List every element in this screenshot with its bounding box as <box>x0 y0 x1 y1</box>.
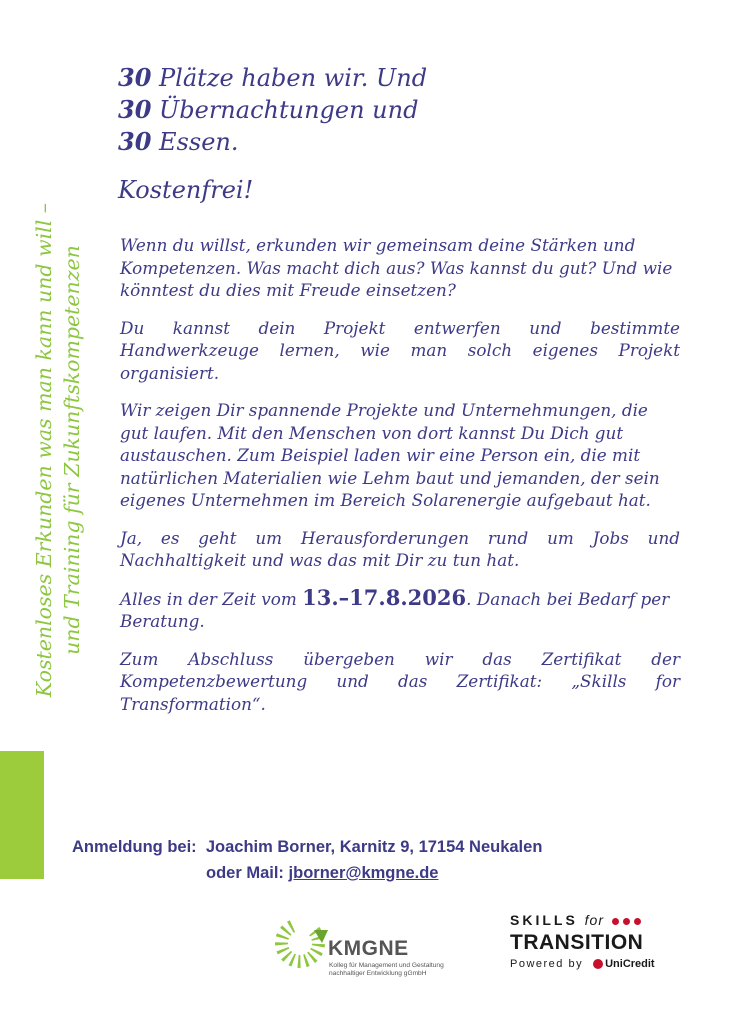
kmgne-wordmark: KMGNE <box>328 937 409 960</box>
paragraph-challenges: Ja, es geht um Herausforderungen rund um Jobs und Nachhaltigkeit und was das mit Dir zu tun hat. <box>120 527 680 570</box>
skills-logo-line1 <box>510 910 685 930</box>
dates-prefix: Alles in der Zeit vom <box>120 588 303 609</box>
paragraph-project: Du kannst dein Projekt entwerfen und bestimmte Handwerkzeuge lernen, wie man solch eigenes Projekt organisiert. <box>120 317 680 383</box>
skills-word: SKILLS <box>510 912 578 928</box>
contact-row-mail <box>72 860 542 886</box>
headline-number: 30 <box>118 63 152 92</box>
contact-row-address <box>72 834 542 860</box>
event-date: 13.–17.8.2026 <box>302 584 467 610</box>
headline-text: Essen. <box>151 128 239 156</box>
red-dots-icon <box>608 910 641 930</box>
contact-address: Joachim Borner, Karnitz 9, 17154 Neukalen <box>205 838 543 856</box>
side-tagline <box>30 150 100 750</box>
body-text <box>120 234 680 730</box>
green-side-bar <box>0 751 44 879</box>
kmgne-subtitle-line1: Kolleg für Management und Gestaltung <box>329 962 444 969</box>
headline-line-3 <box>118 126 427 158</box>
free-of-charge-text: Kostenfrei! <box>118 176 254 204</box>
skills-logo-line3 <box>510 956 685 972</box>
kmgne-subtitle <box>329 962 444 978</box>
unicredit-brand <box>593 958 655 970</box>
paragraph-certificate: Zum Abschluss übergeben wir das Zertifikat der Kompetenzbewertung und das Zertifikat: „Skills for Transformation“. <box>120 648 680 714</box>
headline-line-1 <box>118 62 427 94</box>
for-word: for <box>584 912 605 928</box>
powered-by-text: Powered by <box>510 958 584 970</box>
headline-line-2 <box>118 94 427 126</box>
paragraph-examples: Wir zeigen Dir spannende Projekte und Unternehmungen, die gut laufen. Mit den Menschen von dort kannst Du Dich gut austauschen. Zum Beispiel laden wir eine Person ein, die mit natürlichen Materialien wie Lehm baut und jemanden, der sein eigenes Unternehmen im Bereich Solarenergie aufgebaut hat. <box>120 400 660 510</box>
unicredit-name: UniCredit <box>605 958 655 970</box>
unicredit-icon <box>593 959 603 969</box>
headline <box>118 62 427 158</box>
registration-contact <box>72 834 542 886</box>
mail-label: oder Mail: <box>206 864 284 882</box>
transition-word: TRANSITION <box>510 931 644 954</box>
kmgne-subtitle-line2: nachhaltiger Entwicklung gGmbH <box>329 970 427 977</box>
dates-suffix: . Danach bei Bedarf per Beratung. <box>120 588 670 631</box>
paragraph-strengths: Wenn du willst, erkunden wir gemeinsam deine Stärken und Kompetenzen. Was macht dich aus? Was kannst du gut? Und wie könntest du dies mit Freude einsetzen? <box>120 235 673 300</box>
headline-number: 30 <box>118 127 152 156</box>
paragraph-dates <box>120 584 680 633</box>
side-tagline-line2: und Training für Zukunftskompetenzen <box>60 245 84 655</box>
side-tagline-line1: Kostenloses Erkunden was man kann und will – <box>32 202 56 698</box>
email-link[interactable]: jborner@kmgne.de <box>288 864 439 882</box>
headline-text: Plätze haben wir. Und <box>151 64 428 92</box>
headline-text: Übernachtungen und <box>151 96 419 124</box>
skills-for-transition-logo <box>510 910 685 972</box>
headline-number: 30 <box>118 95 152 124</box>
registration-label: Anmeldung bei: <box>72 838 197 856</box>
